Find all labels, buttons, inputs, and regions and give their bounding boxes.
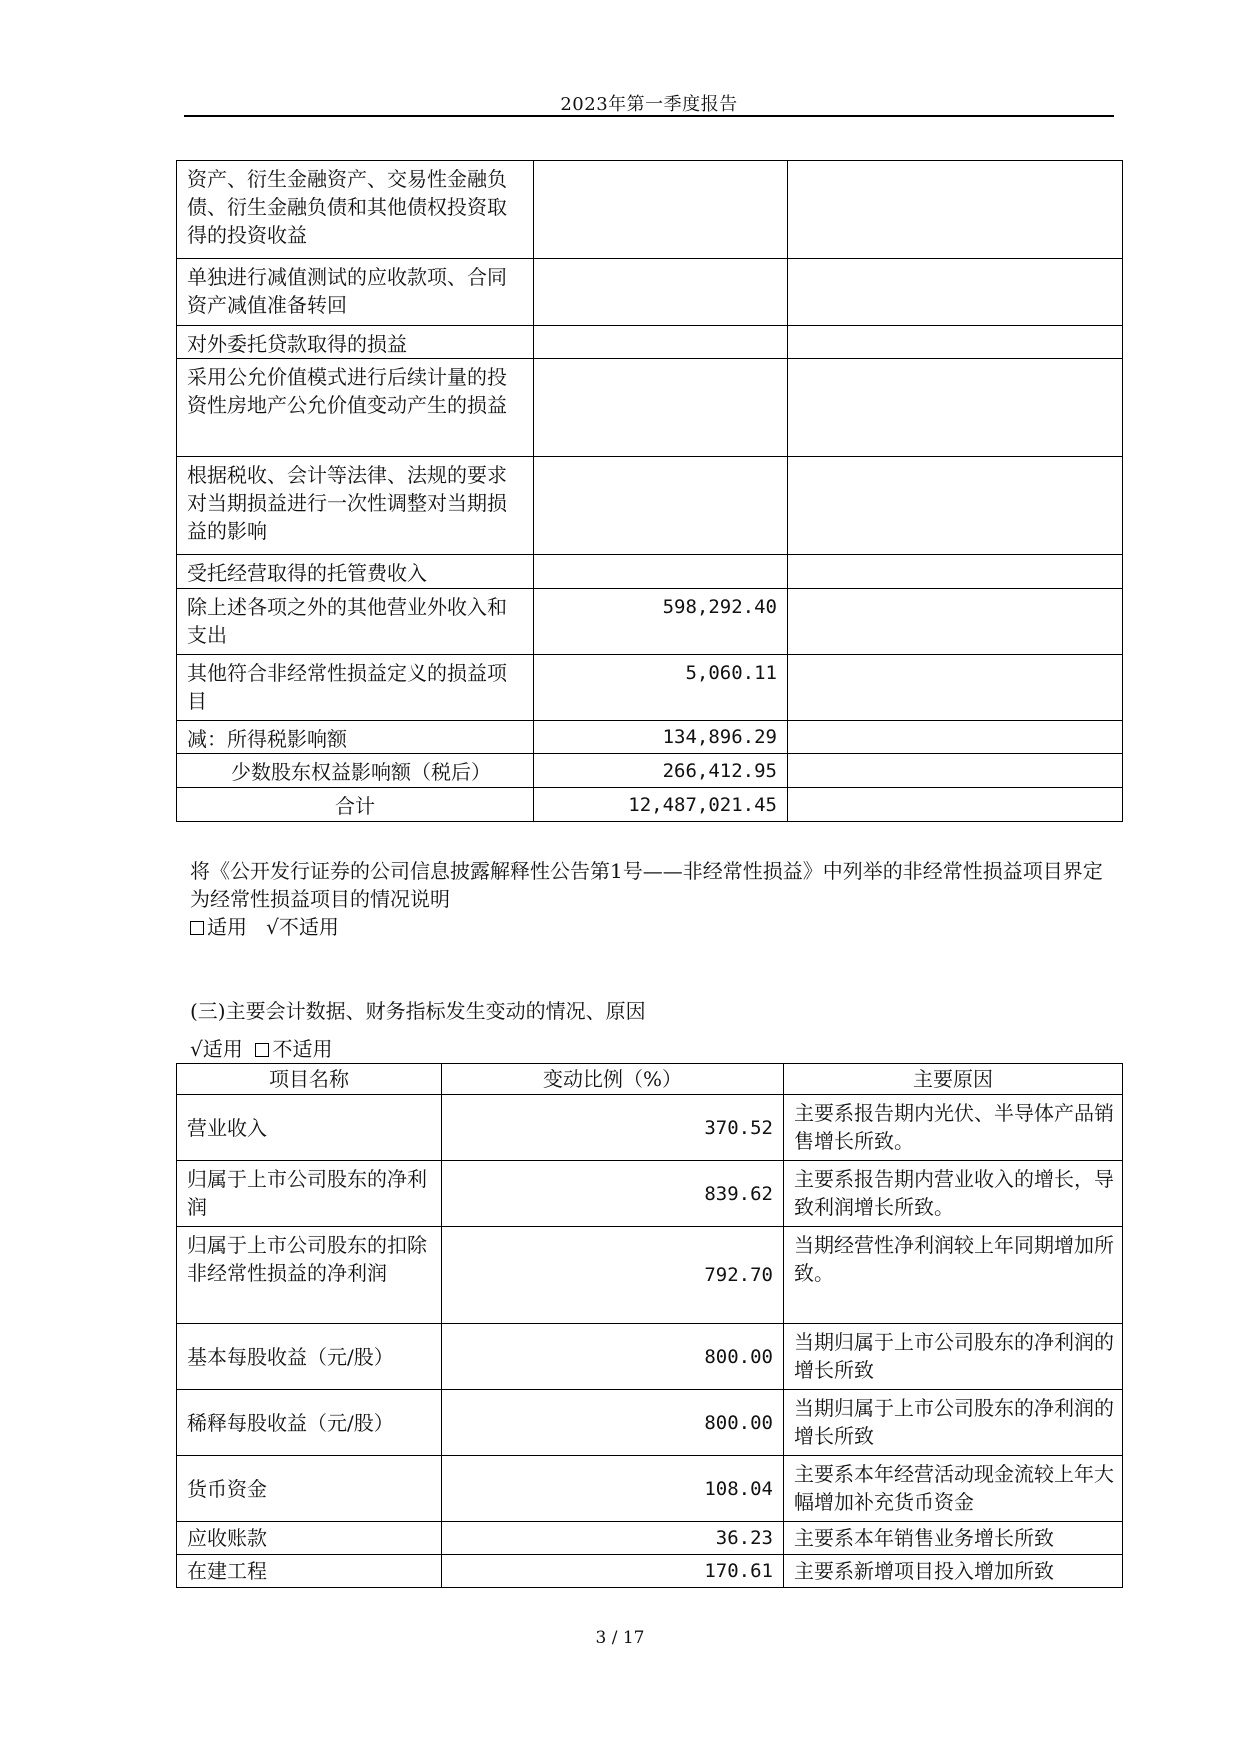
item-note: [788, 457, 1123, 555]
change-ratio: 800.00: [442, 1324, 784, 1390]
table-row: [177, 1161, 1123, 1227]
applicable-option: √适用: [190, 1037, 243, 1061]
table-row: [177, 589, 1123, 655]
applicability-line: [190, 913, 1120, 941]
item-amount: [534, 259, 788, 326]
table-row: [177, 555, 1123, 589]
column-header-reason: 主要原因: [784, 1064, 1123, 1095]
applicable-option: 适用: [207, 915, 247, 939]
item-amount: 598,292.40: [534, 589, 788, 655]
checkbox-icon: [190, 921, 204, 935]
item-label: 减：所得税影响额: [177, 721, 534, 754]
table-row: [177, 1522, 1123, 1555]
table-row: [177, 1324, 1123, 1390]
table-row: [177, 359, 1123, 457]
checkbox-icon: [255, 1043, 269, 1057]
section-title: (三)主要会计数据、财务指标发生变动的情况、原因: [190, 999, 646, 1023]
change-ratio: 800.00: [442, 1390, 784, 1456]
item-amount: 266,412.95: [534, 754, 788, 788]
item-note: [788, 655, 1123, 721]
non-recurring-items-table: [176, 160, 1123, 822]
item-label: 根据税收、会计等法律、法规的要求对当期损益进行一次性调整对当期损益的影响: [177, 457, 534, 555]
item-name: 归属于上市公司股东的扣除非经常性损益的净利润: [177, 1227, 442, 1324]
table-row: [177, 457, 1123, 555]
item-note: [788, 555, 1123, 589]
reclassification-note: [190, 857, 1120, 941]
note-text: 将《公开发行证券的公司信息披露解释性公告第1号——非经常性损益》中列举的非经常性损益项目界定为经常性损益项目的情况说明: [190, 859, 1103, 911]
item-name: 归属于上市公司股东的净利润: [177, 1161, 442, 1227]
table-row: [177, 1390, 1123, 1456]
change-ratio: 108.04: [442, 1456, 784, 1522]
item-amount: 134,896.29: [534, 721, 788, 754]
item-amount: [534, 359, 788, 457]
table-row: [177, 1555, 1123, 1588]
report-header-title: 2023年第一季度报告: [560, 94, 738, 115]
header-divider: [184, 115, 1114, 117]
table-row: [177, 1456, 1123, 1522]
change-reason: 主要系本年经营活动现金流较上年大幅增加补充货币资金: [784, 1456, 1123, 1522]
item-note: [788, 788, 1123, 822]
item-label: 少数股东权益影响额（税后）: [177, 754, 534, 788]
item-label: 其他符合非经常性损益定义的损益项目: [177, 655, 534, 721]
change-reason: 主要系报告期内营业收入的增长，导致利润增长所致。: [784, 1161, 1123, 1227]
column-header-ratio: 变动比例（%）: [442, 1064, 784, 1095]
table-row: [177, 721, 1123, 754]
table-header-row: [177, 1064, 1123, 1095]
table-row: [177, 161, 1123, 259]
change-reason: 主要系新增项目投入增加所致: [784, 1555, 1123, 1588]
section-applicability-line: [190, 1035, 1120, 1063]
change-ratio: 370.52: [442, 1095, 784, 1161]
item-name: 应收账款: [177, 1522, 442, 1555]
item-note: [788, 161, 1123, 259]
change-reason: 主要系本年销售业务增长所致: [784, 1522, 1123, 1555]
item-amount: [534, 457, 788, 555]
change-ratio: 839.62: [442, 1161, 784, 1227]
item-label: 单独进行减值测试的应收款项、合同资产减值准备转回: [177, 259, 534, 326]
item-note: [788, 589, 1123, 655]
table-row: [177, 1095, 1123, 1161]
table-row: [177, 326, 1123, 359]
item-note: [788, 326, 1123, 359]
item-label: 合计: [177, 788, 534, 822]
change-ratio: 170.61: [442, 1555, 784, 1588]
page-number: 3 / 17: [595, 1628, 645, 1648]
item-name: 稀释每股收益（元/股）: [177, 1390, 442, 1456]
table-row: [177, 655, 1123, 721]
item-note: [788, 754, 1123, 788]
item-name: 在建工程: [177, 1555, 442, 1588]
item-note: [788, 721, 1123, 754]
change-reason: 当期归属于上市公司股东的净利润的增长所致: [784, 1390, 1123, 1456]
item-amount: [534, 555, 788, 589]
table-row: [177, 1227, 1123, 1324]
not-applicable-option: 不适用: [272, 1037, 333, 1061]
item-label: 受托经营取得的托管费收入: [177, 555, 534, 589]
item-label: 除上述各项之外的其他营业外收入和支出: [177, 589, 534, 655]
change-ratio: 792.70: [442, 1227, 784, 1324]
item-label: 对外委托贷款取得的损益: [177, 326, 534, 359]
table-row-total: [177, 788, 1123, 822]
item-amount: [534, 326, 788, 359]
item-label: 资产、衍生金融资产、交易性金融负债、衍生金融负债和其他债权投资取得的投资收益: [177, 161, 534, 259]
change-reason: 当期经营性净利润较上年同期增加所致。: [784, 1227, 1123, 1324]
item-amount: 5,060.11: [534, 655, 788, 721]
key-data-changes-table: [176, 1063, 1123, 1588]
change-reason: 当期归属于上市公司股东的净利润的增长所致: [784, 1324, 1123, 1390]
column-header-item: 项目名称: [177, 1064, 442, 1095]
item-note: [788, 259, 1123, 326]
item-name: 营业收入: [177, 1095, 442, 1161]
item-name: 基本每股收益（元/股）: [177, 1324, 442, 1390]
item-note: [788, 359, 1123, 457]
item-amount: 12,487,021.45: [534, 788, 788, 822]
table-row: [177, 259, 1123, 326]
item-label: 采用公允价值模式进行后续计量的投资性房地产公允价值变动产生的损益: [177, 359, 534, 457]
item-amount: [534, 161, 788, 259]
change-reason: 主要系报告期内光伏、半导体产品销售增长所致。: [784, 1095, 1123, 1161]
item-name: 货币资金: [177, 1456, 442, 1522]
change-ratio: 36.23: [442, 1522, 784, 1555]
not-applicable-option: √不适用: [266, 915, 339, 939]
table-row: [177, 754, 1123, 788]
